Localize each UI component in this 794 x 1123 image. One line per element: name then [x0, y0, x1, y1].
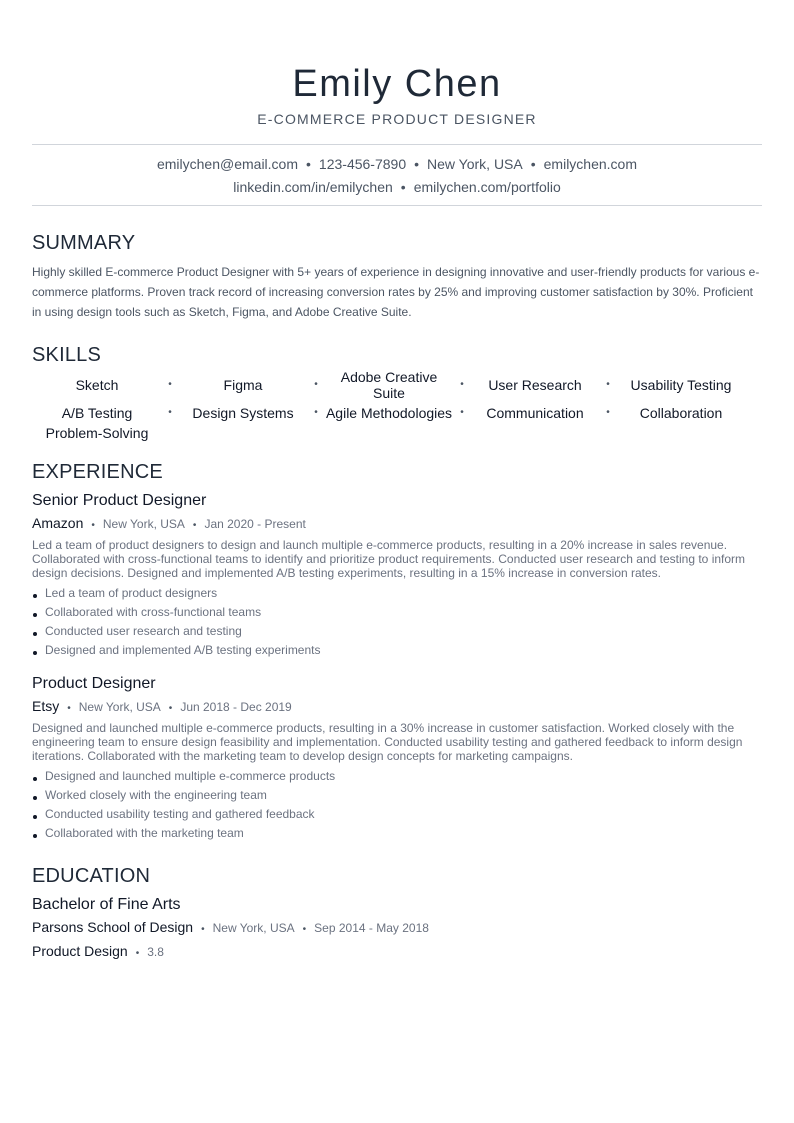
separator-dot: •: [606, 407, 610, 418]
job-location: New York, USA: [78, 700, 161, 714]
separator-dot: •: [414, 156, 420, 172]
separator-dot: •: [460, 407, 464, 418]
skill-item: Agile Methodologies: [325, 405, 453, 421]
education-dates: Sep 2014 - May 2018: [314, 921, 429, 935]
candidate-name: Emily Chen: [292, 63, 502, 105]
experience-entry-etsy: [32, 674, 762, 843]
job-dates: Jun 2018 - Dec 2019: [180, 700, 292, 714]
company-name: Amazon: [32, 515, 84, 531]
education-entry: [32, 895, 762, 963]
company-name: Etsy: [32, 698, 60, 714]
skill-item: Sketch: [75, 377, 119, 393]
separator-dot: •: [314, 379, 318, 390]
job-highlights: [32, 584, 762, 660]
separator-dot: •: [201, 924, 205, 935]
separator-dot: •: [530, 156, 536, 172]
job-description: Led a team of product designers to design and launch multiple e-commerce products, resulting in a 20% increase in sales revenue. Collaborated with cross-functional teams to identify and prioritize product requirements. Conducted user research and testing to inform design decisions. Designed and implemented A/B testing experiments, resulting in a 15% increase in conversion rates.: [32, 538, 746, 580]
portfolio-link[interactable]: emilychen.com/portfolio: [413, 179, 561, 195]
education-field-line: [32, 941, 762, 963]
job-title-heading: E-COMMERCE PRODUCT DESIGNER: [257, 111, 537, 127]
degree-title: Bachelor of Fine Arts: [32, 896, 181, 913]
resume-header: [32, 0, 762, 128]
website-link[interactable]: emilychen.com: [543, 156, 638, 172]
skill-item: Adobe Creative Suite: [340, 369, 438, 401]
skill-item: Usability Testing: [630, 377, 732, 393]
experience-heading: EXPERIENCE: [32, 461, 163, 483]
skills-grid: [32, 369, 762, 441]
skill-item: Communication: [486, 405, 584, 421]
gpa-value: 3.8: [147, 945, 164, 959]
contact-line-1: [32, 153, 762, 176]
skill-item: A/B Testing: [61, 405, 133, 421]
contact-line-2: [32, 176, 762, 199]
list-item: Conducted user research and testing: [32, 622, 762, 641]
job-highlights: [32, 767, 762, 843]
list-item: Worked closely with the engineering team: [32, 786, 762, 805]
experience-entry-amazon: [32, 491, 762, 660]
contact-location: New York, USA: [427, 156, 523, 172]
summary-heading: SUMMARY: [32, 232, 136, 254]
list-item: Designed and implemented A/B testing experiments: [32, 641, 762, 660]
list-item: Collaborated with the marketing team: [32, 824, 762, 843]
education-meta: [32, 918, 762, 939]
separator-dot: •: [314, 407, 318, 418]
contact-info: [32, 145, 762, 205]
separator-dot: •: [400, 179, 406, 195]
field-of-study: Product Design: [32, 943, 128, 959]
linkedin-link[interactable]: linkedin.com/in/emilychen: [233, 179, 393, 195]
list-item: Led a team of product designers: [32, 584, 762, 603]
phone-number[interactable]: 123-456-7890: [318, 156, 407, 172]
separator-dot: •: [168, 703, 173, 714]
school-location: New York, USA: [212, 921, 295, 935]
separator-dot: •: [168, 379, 172, 390]
job-meta: [32, 697, 762, 718]
resume-page: [32, 0, 762, 963]
separator-dot: •: [460, 379, 464, 390]
skill-item: Problem-Solving: [45, 425, 149, 441]
education-heading: EDUCATION: [32, 865, 151, 887]
job-title: Product Designer: [32, 675, 156, 692]
skill-item: Collaboration: [639, 405, 723, 421]
job-description: Designed and launched multiple e-commerce products, resulting in a 30% increase in customer satisfaction. Worked closely with the engineering team to ensure design feasibility and implementation. Conducted usability testing and gathered feedback to inform design iterations. Collaborated with the marketing team to develop design concepts for marketing campaigns.: [32, 721, 743, 763]
separator-dot: •: [67, 703, 71, 714]
skill-item: User Research: [488, 377, 582, 393]
job-dates: Jan 2020 - Present: [204, 517, 306, 531]
separator-dot: •: [135, 948, 140, 959]
skill-item: Design Systems: [192, 405, 294, 421]
school-name: Parsons School of Design: [32, 919, 194, 935]
divider-bottom: [32, 205, 762, 206]
separator-dot: •: [302, 924, 307, 935]
skill-item: Figma: [223, 377, 263, 393]
separator-dot: •: [306, 156, 311, 172]
separator-dot: •: [168, 407, 172, 418]
list-item: Designed and launched multiple e-commerce products: [32, 767, 762, 786]
email-link[interactable]: emilychen@email.com: [156, 156, 299, 172]
summary-text: Highly skilled E-commerce Product Designer with 5+ years of experience in designing innovative and user-friendly products for various e-commerce platforms. Proven track record of increasing conversion rates by 25% and improving customer satisfaction by 30%. Proficient in using design tools such as Sketch, Figma, and Adobe Creative Suite.: [32, 265, 760, 319]
list-item: Conducted usability testing and gathered feedback: [32, 805, 762, 824]
separator-dot: •: [606, 379, 610, 390]
separator-dot: •: [91, 520, 95, 531]
skills-heading: SKILLS: [32, 344, 102, 366]
job-title: Senior Product Designer: [32, 492, 207, 509]
job-location: New York, USA: [102, 517, 185, 531]
job-meta: [32, 514, 762, 535]
list-item: Collaborated with cross-functional teams: [32, 603, 762, 622]
separator-dot: •: [192, 520, 197, 531]
